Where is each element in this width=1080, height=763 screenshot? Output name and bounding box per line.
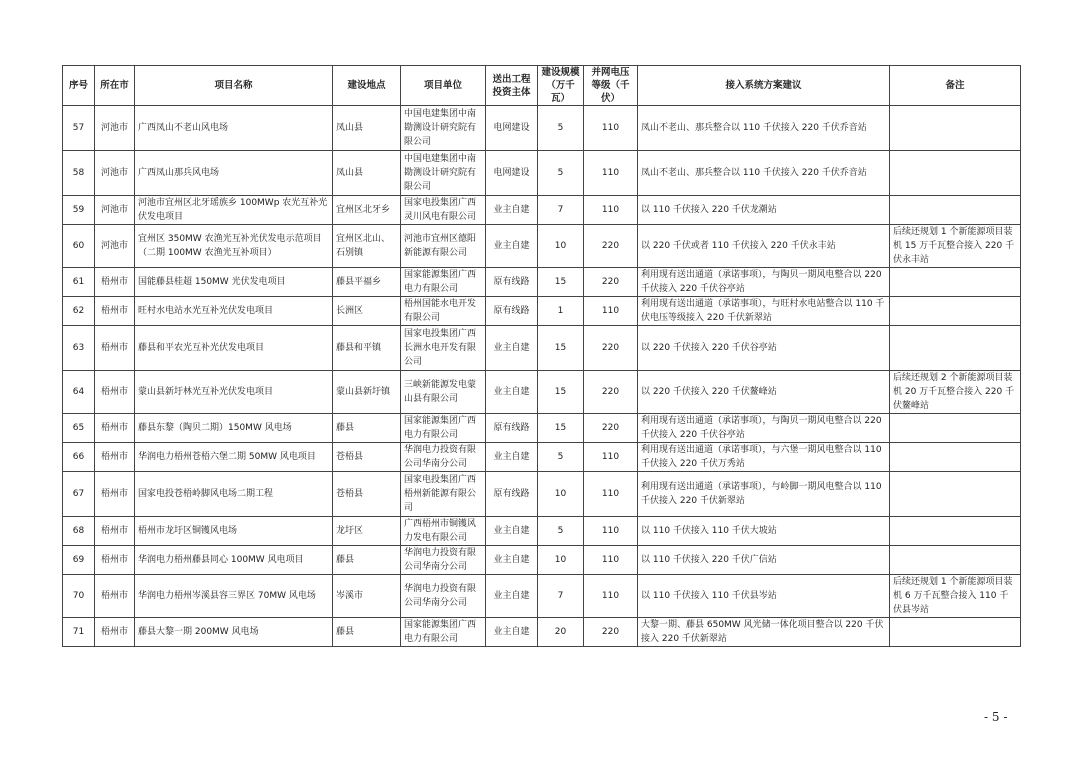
cell-voltage: 110: [584, 546, 638, 575]
cell-invest-entity: 原有线路: [486, 297, 538, 326]
cell-plan: 凤山不老山、那兵整合以 110 千伏接入 220 千伏乔音站: [638, 151, 890, 196]
cell-city: 梧州市: [95, 297, 135, 326]
cell-location: 藤县: [333, 546, 401, 575]
cell-scale: 7: [538, 575, 584, 618]
cell-project-name: 河池市宜州区北牙瑶族乡 100MWp 农光互补光伏发电项目: [135, 196, 333, 225]
cell-city: 梧州市: [95, 546, 135, 575]
project-table: [62, 65, 1021, 647]
cell-invest-entity: 业主自建: [486, 371, 538, 414]
cell-project-unit: 河池市宜州区德阳新能源有限公司: [401, 225, 486, 268]
header-note: 备注: [890, 66, 1021, 106]
cell-project-name: 广西凤山不老山风电场: [135, 106, 333, 151]
cell-invest-entity: 电网建设: [486, 151, 538, 196]
cell-invest-entity: 业主自建: [486, 196, 538, 225]
cell-note: [890, 106, 1021, 151]
cell-city: 河池市: [95, 196, 135, 225]
cell-voltage: 110: [584, 106, 638, 151]
cell-voltage: 220: [584, 414, 638, 443]
header-city: 所在市: [95, 66, 135, 106]
cell-plan: 凤山不老山、那兵整合以 110 千伏接入 220 千伏乔音站: [638, 106, 890, 151]
cell-location: 苍梧县: [333, 443, 401, 472]
table-row: [63, 575, 1021, 618]
cell-voltage: 110: [584, 472, 638, 517]
cell-voltage: 220: [584, 268, 638, 297]
cell-location: 藤县: [333, 414, 401, 443]
table-row: [63, 297, 1021, 326]
table-row: [63, 414, 1021, 443]
table-row: [63, 196, 1021, 225]
cell-project-name: 国家电投苍梧岭脚风电场二期工程: [135, 472, 333, 517]
cell-scale: 5: [538, 443, 584, 472]
cell-city: 梧州市: [95, 443, 135, 472]
cell-project-unit: 华润电力投资有限公司华南分公司: [401, 443, 486, 472]
cell-project-name: 宜州区 350MW 农渔光互补光伏发电示范项目（二期 100MW 农渔光互补项目）: [135, 225, 333, 268]
cell-note: [890, 196, 1021, 225]
header-scale: 建设规模（万千瓦）: [538, 66, 584, 106]
cell-no: 60: [63, 225, 95, 268]
cell-project-name: 藤县和平农光互补光伏发电项目: [135, 326, 333, 371]
cell-invest-entity: 业主自建: [486, 517, 538, 546]
cell-plan: 以 220 千伏接入 220 千伏谷亭站: [638, 326, 890, 371]
cell-project-unit: 国家能源集团广西电力有限公司: [401, 414, 486, 443]
cell-plan: 利用现有送出通道（承诺事项），与旺村水电站整合以 110 千伏电压等级接入 220 千伏新翠站: [638, 297, 890, 326]
cell-city: 梧州市: [95, 268, 135, 297]
cell-invest-entity: 业主自建: [486, 546, 538, 575]
table-header-row: [63, 66, 1021, 106]
cell-city: 河池市: [95, 106, 135, 151]
cell-city: 梧州市: [95, 472, 135, 517]
cell-no: 65: [63, 414, 95, 443]
cell-scale: 1: [538, 297, 584, 326]
cell-voltage: 110: [584, 443, 638, 472]
cell-note: [890, 268, 1021, 297]
cell-invest-entity: 业主自建: [486, 326, 538, 371]
cell-plan: 以 110 千伏接入 220 千伏龙潮站: [638, 196, 890, 225]
cell-location: 凤山县: [333, 106, 401, 151]
cell-no: 57: [63, 106, 95, 151]
cell-location: 苍梧县: [333, 472, 401, 517]
cell-note: 后续还规划 2 个新能源项目装机 20 万千瓦整合接入 220 千伏鳌峰站: [890, 371, 1021, 414]
cell-invest-entity: 电网建设: [486, 106, 538, 151]
cell-project-name: 华润电力梧州岑溪县容三界区 70MW 风电场: [135, 575, 333, 618]
cell-project-name: 旺村水电站水光互补光伏发电项目: [135, 297, 333, 326]
header-project-name: 项目名称: [135, 66, 333, 106]
cell-plan: 以 110 千伏接入 220 千伏广信站: [638, 546, 890, 575]
cell-invest-entity: 原有线路: [486, 472, 538, 517]
cell-voltage: 220: [584, 371, 638, 414]
cell-scale: 15: [538, 326, 584, 371]
cell-project-unit: 国家电投集团广西灵川风电有限公司: [401, 196, 486, 225]
cell-plan: 大黎一期、藤县 650MW 风光储一体化项目整合以 220 千伏接入 220 千伏新翠站: [638, 618, 890, 647]
cell-scale: 5: [538, 151, 584, 196]
cell-plan: 利用现有送出通道（承诺事项），与岭脚一期风电整合以 110 千伏接入 220 千伏新翠站: [638, 472, 890, 517]
cell-no: 63: [63, 326, 95, 371]
cell-project-unit: 国家电投集团广西梧州新能源有限公司: [401, 472, 486, 517]
cell-city: 梧州市: [95, 517, 135, 546]
cell-voltage: 220: [584, 618, 638, 647]
cell-voltage: 110: [584, 297, 638, 326]
cell-invest-entity: 原有线路: [486, 268, 538, 297]
page-number: - 5 -: [984, 710, 1008, 724]
header-invest-entity: 送出工程投资主体: [486, 66, 538, 106]
cell-location: 藤县和平镇: [333, 326, 401, 371]
cell-project-unit: 国家能源集团广西电力有限公司: [401, 618, 486, 647]
cell-invest-entity: 业主自建: [486, 618, 538, 647]
cell-scale: 5: [538, 517, 584, 546]
cell-project-unit: 华润电力投资有限公司华南分公司: [401, 575, 486, 618]
header-no: 序号: [63, 66, 95, 106]
cell-note: 后续还规划 1 个新能源项目装机 15 万千瓦整合接入 220 千伏永丰站: [890, 225, 1021, 268]
cell-scale: 10: [538, 225, 584, 268]
cell-voltage: 110: [584, 575, 638, 618]
cell-project-name: 藤县大黎一期 200MW 风电场: [135, 618, 333, 647]
header-voltage: 并网电压等级（千伏）: [584, 66, 638, 106]
cell-location: 蒙山县新圩镇: [333, 371, 401, 414]
table-row: [63, 225, 1021, 268]
cell-project-unit: 中国电建集团中南勘测设计研究院有限公司: [401, 106, 486, 151]
table-row: [63, 546, 1021, 575]
cell-location: 藤县: [333, 618, 401, 647]
cell-note: [890, 517, 1021, 546]
table-row: [63, 472, 1021, 517]
table-row: [63, 517, 1021, 546]
cell-scale: 10: [538, 546, 584, 575]
cell-city: 河池市: [95, 151, 135, 196]
cell-city: 梧州市: [95, 575, 135, 618]
cell-plan: 以 110 千伏接入 110 千伏大坡站: [638, 517, 890, 546]
cell-voltage: 110: [584, 196, 638, 225]
cell-note: [890, 414, 1021, 443]
cell-voltage: 110: [584, 151, 638, 196]
cell-location: 凤山县: [333, 151, 401, 196]
cell-city: 河池市: [95, 225, 135, 268]
cell-scale: 15: [538, 268, 584, 297]
cell-scale: 15: [538, 414, 584, 443]
cell-scale: 7: [538, 196, 584, 225]
cell-location: 藤县平福乡: [333, 268, 401, 297]
cell-no: 69: [63, 546, 95, 575]
cell-project-name: 国能藤县桂超 150MW 光伏发电项目: [135, 268, 333, 297]
cell-city: 梧州市: [95, 371, 135, 414]
cell-project-name: 蒙山县新圩林光互补光伏发电项目: [135, 371, 333, 414]
cell-project-unit: 中国电建集团中南勘测设计研究院有限公司: [401, 151, 486, 196]
cell-note: [890, 297, 1021, 326]
cell-note: [890, 151, 1021, 196]
cell-no: 61: [63, 268, 95, 297]
cell-location: 宜州区北山、石别镇: [333, 225, 401, 268]
table-row: [63, 106, 1021, 151]
cell-project-unit: 华润电力投资有限公司华南分公司: [401, 546, 486, 575]
cell-project-name: 华润电力梧州苍梧六堡二期 50MW 风电项目: [135, 443, 333, 472]
header-location: 建设地点: [333, 66, 401, 106]
cell-invest-entity: 业主自建: [486, 225, 538, 268]
cell-location: 龙圩区: [333, 517, 401, 546]
cell-no: 62: [63, 297, 95, 326]
cell-no: 64: [63, 371, 95, 414]
cell-project-name: 广西凤山那兵风电场: [135, 151, 333, 196]
cell-project-unit: 广西梧州市铜镬风力发电有限公司: [401, 517, 486, 546]
cell-city: 梧州市: [95, 414, 135, 443]
cell-note: [890, 546, 1021, 575]
cell-project-unit: 国家电投集团广西长洲水电开发有限公司: [401, 326, 486, 371]
cell-note: [890, 472, 1021, 517]
cell-city: 梧州市: [95, 326, 135, 371]
cell-location: 长洲区: [333, 297, 401, 326]
cell-project-unit: 梧州国能水电开发有限公司: [401, 297, 486, 326]
cell-no: 58: [63, 151, 95, 196]
cell-plan: 利用现有送出通道（承诺事项），与六堡一期风电整合以 110 千伏接入 220 千伏万秀站: [638, 443, 890, 472]
cell-project-name: 藤县东黎（陶贝二期）150MW 风电场: [135, 414, 333, 443]
table-row: [63, 371, 1021, 414]
cell-city: 梧州市: [95, 618, 135, 647]
cell-note: [890, 618, 1021, 647]
cell-note: 后续还规划 1 个新能源项目装机 6 万千瓦整合接入 110 千伏县岑站: [890, 575, 1021, 618]
table-row: [63, 151, 1021, 196]
cell-project-unit: 三峡新能源发电蒙山县有限公司: [401, 371, 486, 414]
cell-plan: 利用现有送出通道（承诺事项），与陶贝一期风电整合以 220 千伏接入 220 千伏谷亭站: [638, 414, 890, 443]
cell-invest-entity: 业主自建: [486, 443, 538, 472]
cell-location: 宜州区北牙乡: [333, 196, 401, 225]
cell-no: 70: [63, 575, 95, 618]
cell-invest-entity: 业主自建: [486, 575, 538, 618]
cell-project-unit: 国家能源集团广西电力有限公司: [401, 268, 486, 297]
cell-no: 68: [63, 517, 95, 546]
header-project-unit: 项目单位: [401, 66, 486, 106]
cell-no: 71: [63, 618, 95, 647]
cell-no: 66: [63, 443, 95, 472]
cell-no: 59: [63, 196, 95, 225]
cell-scale: 10: [538, 472, 584, 517]
cell-plan: 利用现有送出通道（承诺事项），与陶贝一期风电整合以 220 千伏接入 220 千伏谷亭站: [638, 268, 890, 297]
cell-plan: 以 110 千伏接入 110 千伏县岑站: [638, 575, 890, 618]
cell-plan: 以 220 千伏接入 220 千伏鳌峰站: [638, 371, 890, 414]
cell-location: 岑溪市: [333, 575, 401, 618]
cell-plan: 以 220 千伏或者 110 千伏接入 220 千伏永丰站: [638, 225, 890, 268]
cell-note: [890, 443, 1021, 472]
cell-scale: 20: [538, 618, 584, 647]
cell-voltage: 220: [584, 225, 638, 268]
header-plan: 接入系统方案建议: [638, 66, 890, 106]
cell-scale: 5: [538, 106, 584, 151]
cell-scale: 15: [538, 371, 584, 414]
cell-note: [890, 326, 1021, 371]
cell-no: 67: [63, 472, 95, 517]
table-row: [63, 268, 1021, 297]
cell-project-name: 梧州市龙圩区铜镬风电场: [135, 517, 333, 546]
cell-invest-entity: 原有线路: [486, 414, 538, 443]
cell-project-name: 华润电力梧州藤县同心 100MW 风电项目: [135, 546, 333, 575]
table-row: [63, 618, 1021, 647]
cell-voltage: 110: [584, 517, 638, 546]
table-row: [63, 326, 1021, 371]
cell-voltage: 220: [584, 326, 638, 371]
table-row: [63, 443, 1021, 472]
